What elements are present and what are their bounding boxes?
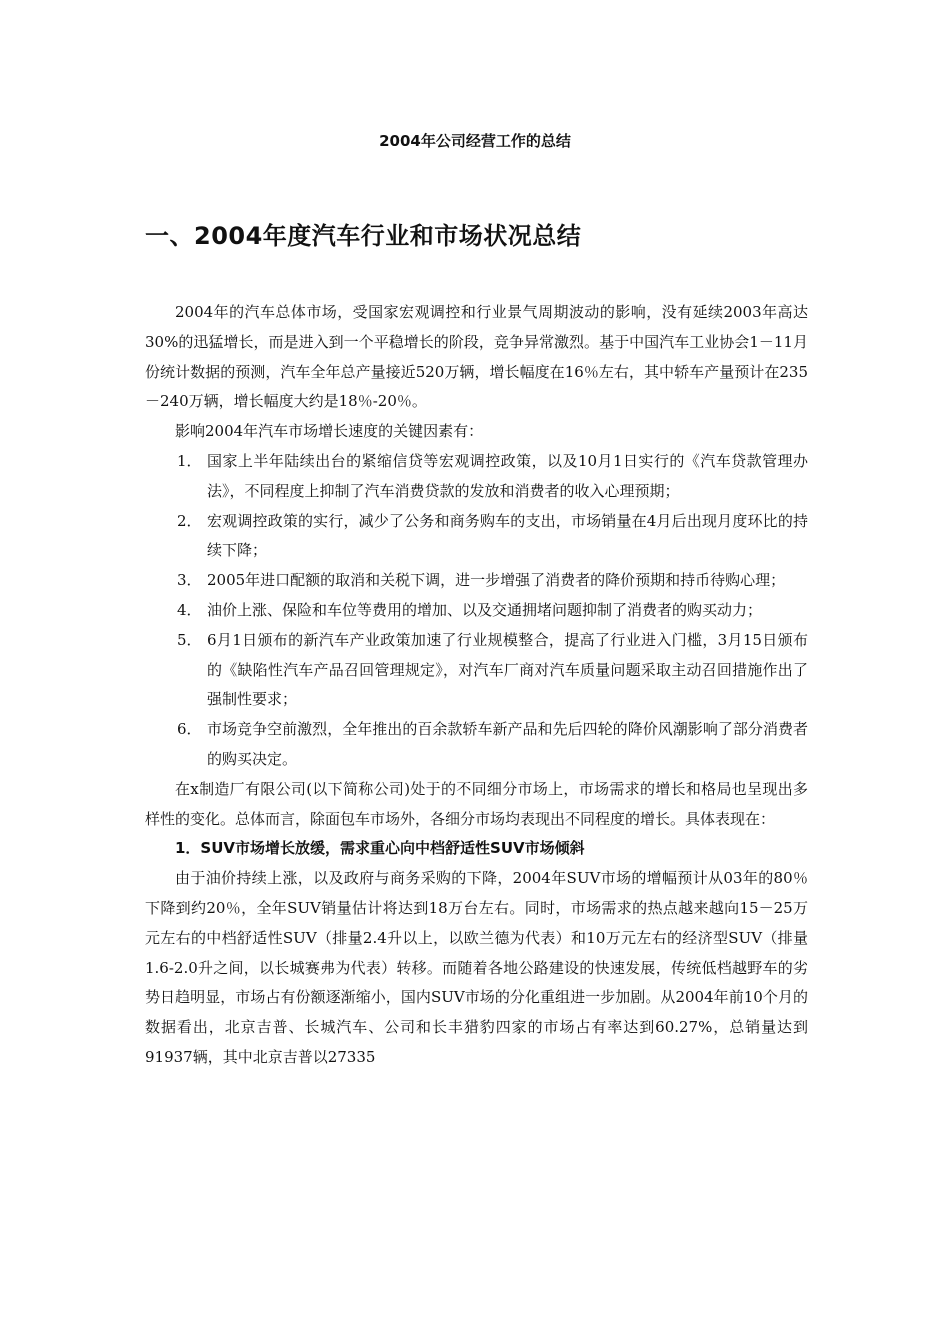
list-item-number: 2．: [177, 511, 202, 530]
list-item-text: 宏观调控政策的实行，减少了公务和商务购车的支出，市场销量在4月后出现月度环比的持续下降；: [207, 511, 808, 560]
list-item-text: 市场竞争空前激烈，全年推出的百余款轿车新产品和先后四轮的降价风潮影响了部分消费者的购买决定。: [207, 720, 808, 768]
list-item-text: 油价上涨、保险和车位等费用的增加、以及交通拥堵问题抑制了消费者的购买动力；: [207, 600, 763, 619]
list-item-number: 4．: [177, 600, 202, 619]
factors-intro: 影响2004年汽车市场增长速度的关键因素有：: [175, 422, 484, 441]
list-item: [145, 715, 808, 775]
suv-subheading: 1．SUV市场增长放缓，需求重心向中档舒适性SUV市场倾斜: [175, 839, 585, 858]
section-heading: 一、2004年度汽车行业和市场状况总结: [145, 222, 582, 250]
list-item-text: 6月1日颁布的新汽车产业政策加速了行业规模整合，提高了行业进入门槛，3月15日颁布的《缺陷性汽车产品召回管理规定》，对汽车厂商对汽车质量问题采取主动召回措施作出了强制性要求；: [207, 630, 808, 709]
list-item-text: 国家上半年陆续出台的紧缩信贷等宏观调控政策，以及10月1日实行的《汽车贷款管理办法》，不同程度上抑制了汽车消费贷款的发放和消费者的收入心理预期；: [207, 451, 808, 500]
suv-paragraph: 由于油价持续上涨，以及政府与商务采购的下降，2004年SUV市场的增幅预计从03年的80％下降到约20％，全年SUV销量估计将达到18万台左右。同时，市场需求的热点越来越向15－25万元左右的中档舒适性SUV（排量2.4升以上，以欧兰德为代表）和10万元左右的经济型SUV（排量1.6-2.0升之间，以长城赛弗为代表）转移。而随着各地公路建设的快速发展，传统低档越野车的劣势日趋明显，市场占有份额逐渐缩小，国内SUV市场的分化重组进一步加剧。从2004年前10个月的数据看出，北京吉普、长城汽车、公司和长丰猎豹四家的市场占有率达到60.27%，总销量达到91937辆，其中北京吉普以27335: [145, 869, 808, 1066]
list-item-number: 6．: [177, 720, 202, 739]
segment-paragraph: 在x制造厂有限公司(以下简称公司)处于的不同细分市场上，市场需求的增长和格局也呈现出多样性的变化。总体而言，除面包车市场外，各细分市场均表现出不同程度的增长。具体表现在：: [145, 779, 808, 828]
list-item: [145, 596, 808, 626]
intro-paragraph: 2004年的汽车总体市场，受国家宏观调控和行业景气周期波动的影响，没有延续2003年高达30%的迅猛增长，而是进入到一个平稳增长的阶段，竞争异常激烈。基于中国汽车工业协会1－11月份统计数据的预测，汽车全年总产量接近520万辆，增长幅度在16％左右，其中轿车产量预计在235－240万辆，增长幅度大约是18％-20％。: [145, 303, 808, 411]
list-item-number: 1．: [177, 451, 202, 470]
list-item: [145, 566, 808, 596]
list-item-text: 2005年进口配额的取消和关税下调，进一步增强了消费者的降价预期和持币待购心理；: [207, 571, 786, 590]
document-title: 2004年公司经营工作的总结: [379, 132, 571, 150]
document-body: [145, 298, 808, 1073]
list-item: [145, 447, 808, 507]
list-item-number: 5．: [177, 630, 202, 649]
list-item: [145, 507, 808, 567]
factors-list: [145, 447, 808, 775]
list-item-number: 3．: [177, 571, 202, 590]
list-item: [145, 626, 808, 715]
